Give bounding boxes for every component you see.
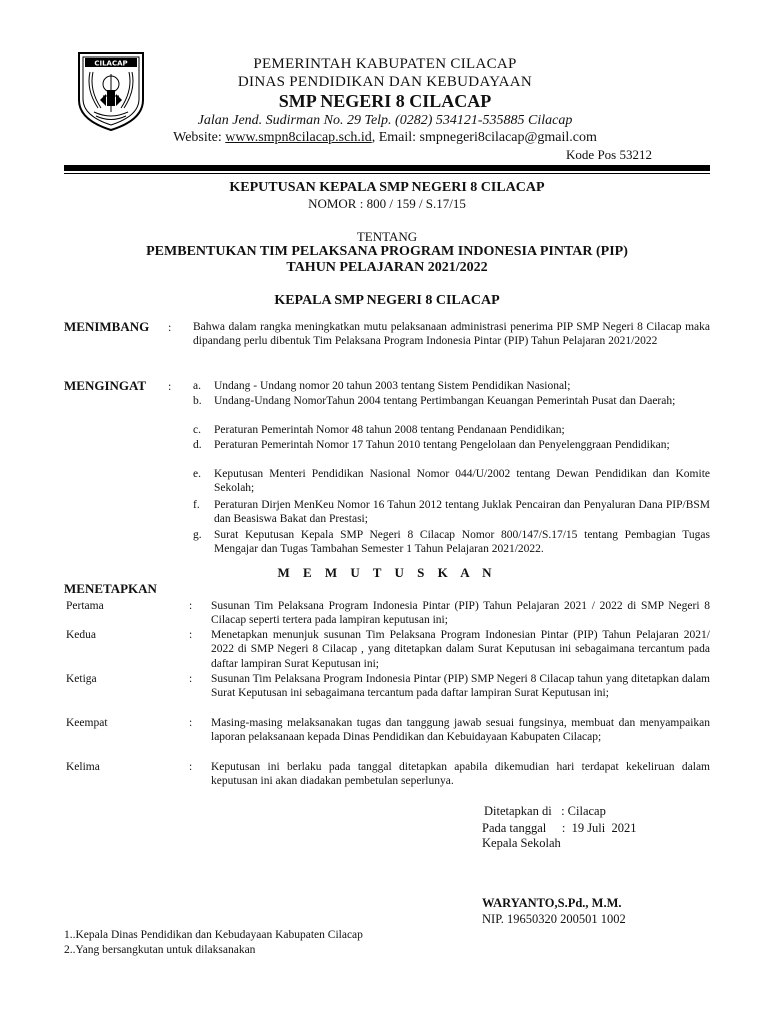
- decision-colon: :: [189, 673, 193, 685]
- signature-name: WARYANTO,S.Pd., M.M.: [482, 896, 622, 910]
- decision-text: Masing-masing melaksanakan tugas dan tanggung jawab sesuai fungsinya, membuat dan menyampaikan laporan pelaksanaan kepada Dinas Pendidikan dan Kebuidayaan Kabupaten Cilacap;: [211, 717, 710, 744]
- distribution-item: 1..Kepala Dinas Pendidikan dan Kebudayaan Kabupaten Cilacap: [64, 929, 363, 941]
- list-item: [193, 438, 710, 452]
- list-item: [193, 528, 710, 557]
- list-marker: a.: [193, 380, 201, 392]
- decision-key: Keempat: [66, 717, 108, 729]
- letterhead-contact: [150, 130, 620, 146]
- letterhead-school-name: SMP NEGERI 8 CILACAP: [278, 91, 492, 111]
- decree-about: TENTANG: [356, 229, 418, 244]
- list-marker: b.: [193, 395, 202, 407]
- decision-row: [66, 599, 710, 628]
- letterhead-department: DINAS PENDIDIKAN DAN KEBUDAYAAN: [237, 74, 533, 90]
- list-text: Peraturan Dirjen MenKeu Nomor 16 Tahun 2012 tentang Juklak Pencairan dan Penyaluran Dana PIP/BSM dan Beasiswa Bakat dan Prestasi;: [214, 499, 710, 526]
- list-text: Peraturan Pemerintah Nomor 48 tahun 2008 tentang Pendanaan Pendidikan;: [214, 424, 565, 436]
- decision-text: Keputusan ini berlaku pada tanggal ditetapkan apabila dikemudian hari terdapat kekeliruan dalam keputusan ini akan diadakan pembetulan seperlunya.: [211, 761, 710, 788]
- website-link[interactable]: www.smpn8cilacap.sch.id: [225, 130, 372, 145]
- logo-text: CILACAP: [94, 59, 128, 68]
- decision-row: [66, 716, 710, 745]
- signature-nip: NIP. 19650320 200501 1002: [482, 912, 626, 926]
- list-marker: c.: [193, 424, 201, 436]
- letterhead-address: Jalan Jend. Sudirman No. 29 Telp. (0282) 534121-535885 Cilacap: [197, 113, 573, 128]
- list-item: [193, 498, 710, 527]
- decision-key: Kedua: [66, 629, 97, 641]
- decree-number: NOMOR : 800 / 159 / S.17/15: [308, 196, 466, 211]
- menimbang-label: MENIMBANG: [64, 319, 150, 334]
- list-item: [193, 394, 710, 408]
- decision-colon: :: [189, 761, 193, 773]
- letterhead-thin-rule: [64, 173, 710, 174]
- regency-emblem-logo: [76, 50, 146, 132]
- decision-key: Kelima: [66, 761, 100, 773]
- mengingat-label: MENGINGAT: [64, 378, 147, 393]
- list-item: [193, 379, 710, 393]
- decision-row: [66, 628, 710, 671]
- decree-subject-line2: TAHUN PELAJARAN 2021/2022: [286, 260, 488, 275]
- decision-text: Susunan Tim Pelaksana Program Indonesia Pintar (PIP) Tahun Pelajaran 2021 / 2022 di SMP Negeri 8 Cilacap seperti tertera pada lampiran keputusan ini;: [211, 600, 710, 627]
- list-marker: g.: [193, 529, 202, 541]
- mengingat-colon: :: [168, 379, 172, 393]
- list-text: Keputusan Menteri Pendidikan Nasional Nomor 044/U/2002 tentang Dewan Pendidikan dan Komite Sekolah;: [214, 468, 710, 495]
- decision-row: [66, 672, 710, 701]
- menimbang-colon: :: [168, 320, 172, 334]
- distribution-item: 2..Yang bersangkutan untuk dilaksanakan: [64, 944, 256, 956]
- decree-authority: KEPALA SMP NEGERI 8 CILACAP: [274, 293, 500, 308]
- list-marker: f.: [193, 499, 200, 511]
- decision-text: Susunan Tim Pelaksana Program Indonesia Pintar (PIP) SMP Negeri 8 Cilacap tahun yang ditetapkan dalam Surat Keputusan ini sebagaimana tercantum pada daftar lampiran Surat Keputusan ini;: [211, 673, 710, 700]
- list-text: Surat Keputusan Kepala SMP Negeri 8 Cilacap Nomor 800/147/S.17/15 tentang Pembagian Tugas Mengajar dan Tugas Tambahan Semester 1 Tahun Pelajaran 2021/2022.: [214, 529, 710, 556]
- list-marker: d.: [193, 439, 202, 451]
- list-text: Undang-Undang NomorTahun 2004 tentang Pertimbangan Keuangan Pemerintah Pusat dan Daerah;: [214, 395, 676, 407]
- decree-title: KEPUTUSAN KEPALA SMP NEGERI 8 CILACAP: [229, 180, 545, 195]
- letterhead-postal-code: Kode Pos 53212: [566, 147, 652, 162]
- list-marker: e.: [193, 468, 201, 480]
- letterhead-government: PEMERINTAH KABUPATEN CILACAP: [253, 56, 517, 72]
- menetapkan-label: MENETAPKAN: [64, 581, 157, 596]
- signature-role: Kepala Sekolah: [482, 836, 561, 850]
- decision-text: Menetapkan menunjuk susunan Tim Pelaksana Program Indonesian Pintar (PIP) Tahun Pelajaran 2021/ 2022 di SMP Negeri 8 Cilacap , yang ditetapkan dalam Surat Keputusan ini sebagaimana tercantum pada daftar lampiran Surat Keputusan ini;: [211, 629, 710, 670]
- decision-colon: :: [189, 629, 193, 641]
- menimbang-text: Bahwa dalam rangka meningkatkan mutu pelaksanaan administrasi penerima PIP SMP Negeri 8 Cilacap maka dipandang perlu dibentuk Tim Pelaksana Program Indonesia Pintar (PIP) Tahun Pelajaran 2021/2022: [193, 321, 710, 348]
- website-label: Website:: [173, 130, 226, 145]
- decision-key: Pertama: [66, 600, 104, 612]
- decision-key: Ketiga: [66, 673, 97, 685]
- decision-colon: :: [189, 717, 193, 729]
- signature-date: Pada tanggal : 19 Juli 2021: [482, 821, 637, 835]
- decree-subject-line1: PEMBENTUKAN TIM PELAKSANA PROGRAM INDONESIA PINTAR (PIP): [146, 244, 628, 259]
- list-text: Peraturan Pemerintah Nomor 17 Tahun 2010 tentang Pengelolaan dan Penyelenggraan Pendidikan;: [214, 439, 670, 451]
- email-text: , Email: smpnegeri8cilacap@gmail.com: [371, 130, 597, 145]
- list-text: Undang - Undang nomor 20 tahun 2003 tentang Sistem Pendidikan Nasional;: [214, 380, 571, 392]
- signature-place: Ditetapkan di : Cilacap: [484, 804, 606, 818]
- letterhead-thick-rule: [64, 165, 710, 171]
- list-item: [193, 467, 710, 496]
- list-item: [193, 423, 710, 437]
- decision-colon: :: [189, 600, 193, 612]
- decision-row: [66, 760, 710, 789]
- memutuskan-heading: M E M U T U S K A N: [277, 565, 497, 580]
